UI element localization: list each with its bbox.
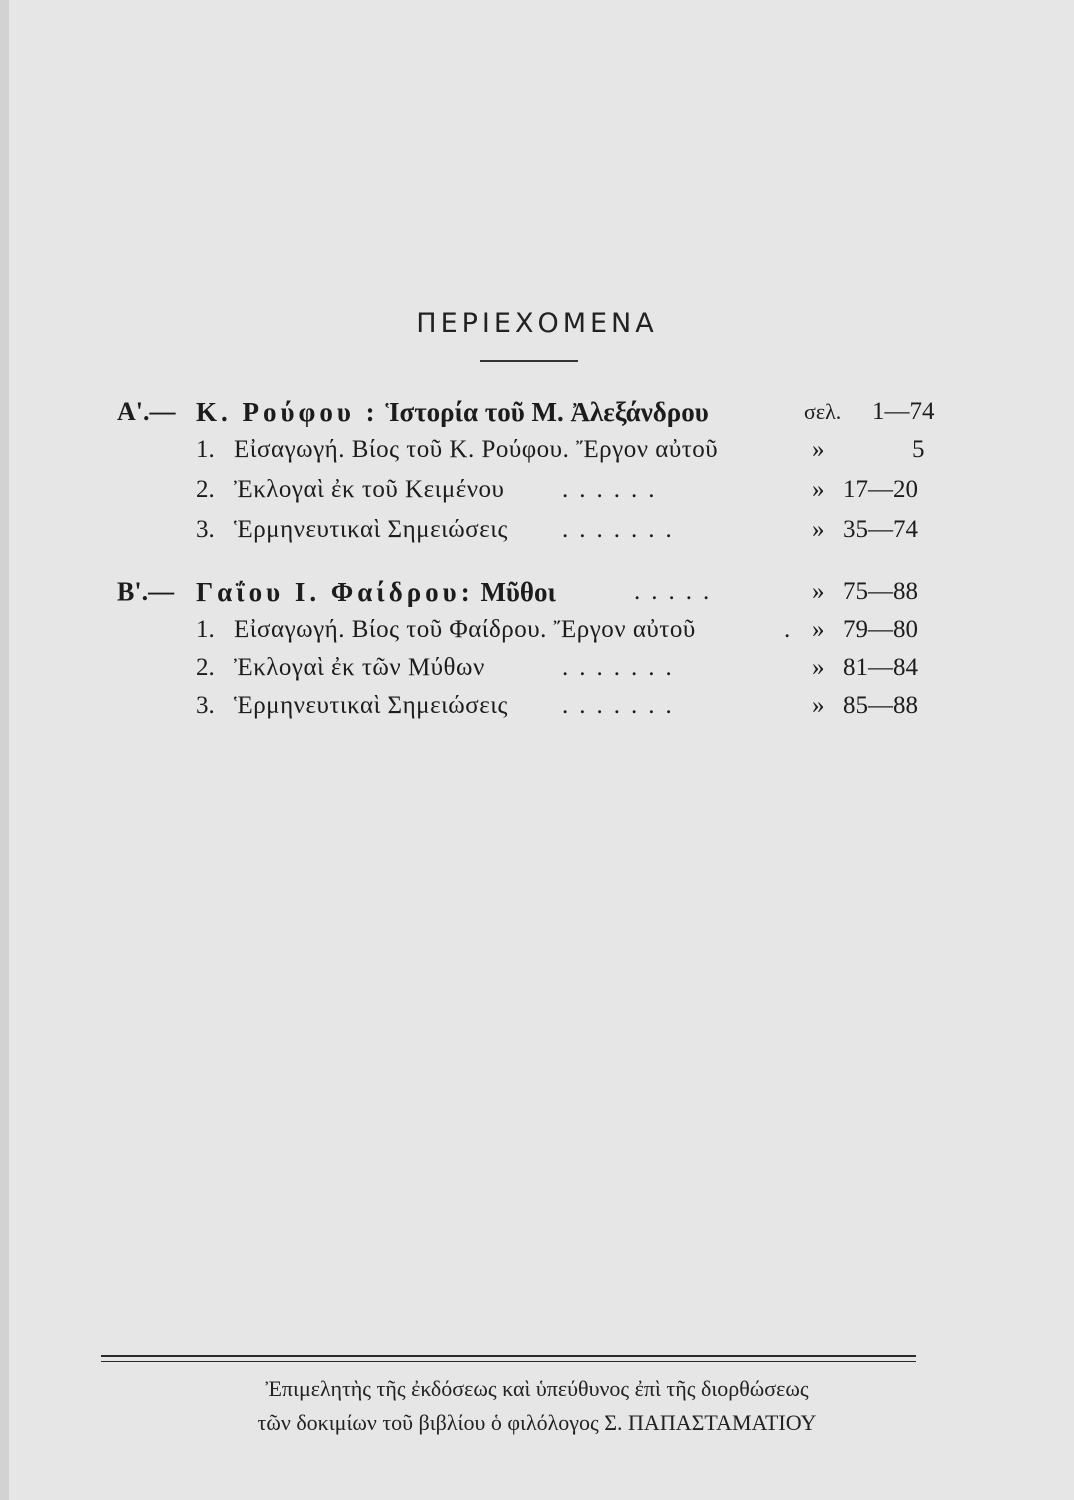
toc-item xyxy=(0,610,1074,650)
section-b-header xyxy=(0,572,1074,612)
item-text: Εἰσαγωγή. Βίος τοῦ Φαίδρου. Ἔργον αὐτοῦ xyxy=(234,616,696,643)
item-number: 3. xyxy=(196,692,215,719)
section-b-ditto: » xyxy=(812,578,825,605)
toc-item xyxy=(0,470,1074,510)
footer-line-2 xyxy=(0,1406,1074,1440)
item-text: Ἑρμηνευτικαὶ Σημειώσεις xyxy=(234,692,508,719)
item-ditto: » xyxy=(812,476,825,503)
section-b-mark: Β'.— xyxy=(117,577,175,606)
item-pages: 85—88 xyxy=(843,692,918,719)
item-text: Εἰσαγωγή. Βίος τοῦ Κ. Ρούφου. Ἔργον αὐτοῦ xyxy=(234,436,719,463)
item-pages: 5 xyxy=(912,436,925,463)
section-b-author: Γαΐου Ι. Φαίδρου: xyxy=(196,577,474,607)
item-ditto: » xyxy=(812,616,825,643)
item-leader-dots: . xyxy=(784,616,802,643)
section-a-author: Κ. Ρούφου : xyxy=(196,397,379,427)
item-text: Ἐκλογαὶ ἐκ τοῦ Κειμένου xyxy=(234,476,505,503)
footer-line-2-prefix: τῶν δοκιμίων τοῦ βιβλίου ὁ φιλόλογος xyxy=(257,1410,599,1435)
item-ditto: » xyxy=(812,516,825,543)
footer-credit xyxy=(0,1372,1074,1440)
title-underline xyxy=(480,360,578,362)
item-pages: 79—80 xyxy=(843,616,918,643)
section-b-pages: 75—88 xyxy=(843,578,918,605)
section-a-pages: 1—74 xyxy=(872,398,935,425)
item-leader-dots: ....... xyxy=(562,654,683,681)
item-number: 2. xyxy=(196,654,215,681)
item-ditto: » xyxy=(812,692,825,719)
item-ditto: » xyxy=(812,654,825,681)
item-text: Ἐκλογαὶ ἐκ τῶν Μύθων xyxy=(234,654,485,681)
footer-rule-thin xyxy=(101,1361,916,1362)
footer-line-1: Ἐπιμελητὴς τῆς ἐκδόσεως καὶ ὑπεύθυνος ἐπὶ τῆς διορθώσεως xyxy=(265,1376,809,1401)
item-number: 3. xyxy=(196,516,215,543)
item-pages: 17—20 xyxy=(843,476,918,503)
section-a-work: Ἱστορία τοῦ Μ. Ἀλεξάνδρου xyxy=(385,397,709,427)
section-b-leader-dots: ..... xyxy=(634,578,721,605)
page-edge xyxy=(0,0,9,1500)
toc-item xyxy=(0,686,1074,726)
section-b-title xyxy=(196,572,556,612)
item-pages: 35—74 xyxy=(843,516,918,543)
item-number: 2. xyxy=(196,476,215,503)
item-leader-dots: ....... xyxy=(562,516,683,543)
footer-editor-name: Σ. ΠΑΠΑΣΤΑΜΑΤΙΟΥ xyxy=(604,1410,817,1435)
item-leader-dots: ....... xyxy=(562,692,683,719)
item-ditto: » xyxy=(812,436,825,463)
page-title: ΠΕΡΙΕΧΟΜΕΝΑ xyxy=(416,308,658,339)
item-number: 1. xyxy=(196,616,215,643)
section-a-mark: Α'.— xyxy=(117,397,176,426)
item-number: 1. xyxy=(196,436,215,463)
toc-item xyxy=(0,510,1074,550)
section-a-sel: σελ. xyxy=(804,399,842,424)
item-pages: 81—84 xyxy=(843,654,918,681)
item-text: Ἑρμηνευτικαὶ Σημειώσεις xyxy=(234,516,508,543)
section-a-title xyxy=(196,392,709,432)
footer-rule-thick xyxy=(101,1355,916,1357)
toc-item xyxy=(0,648,1074,688)
toc-item xyxy=(0,430,1074,470)
section-a-header xyxy=(0,392,1074,432)
item-leader-dots: ...... xyxy=(562,476,666,503)
section-b-work: Μῦθοι xyxy=(480,577,556,607)
